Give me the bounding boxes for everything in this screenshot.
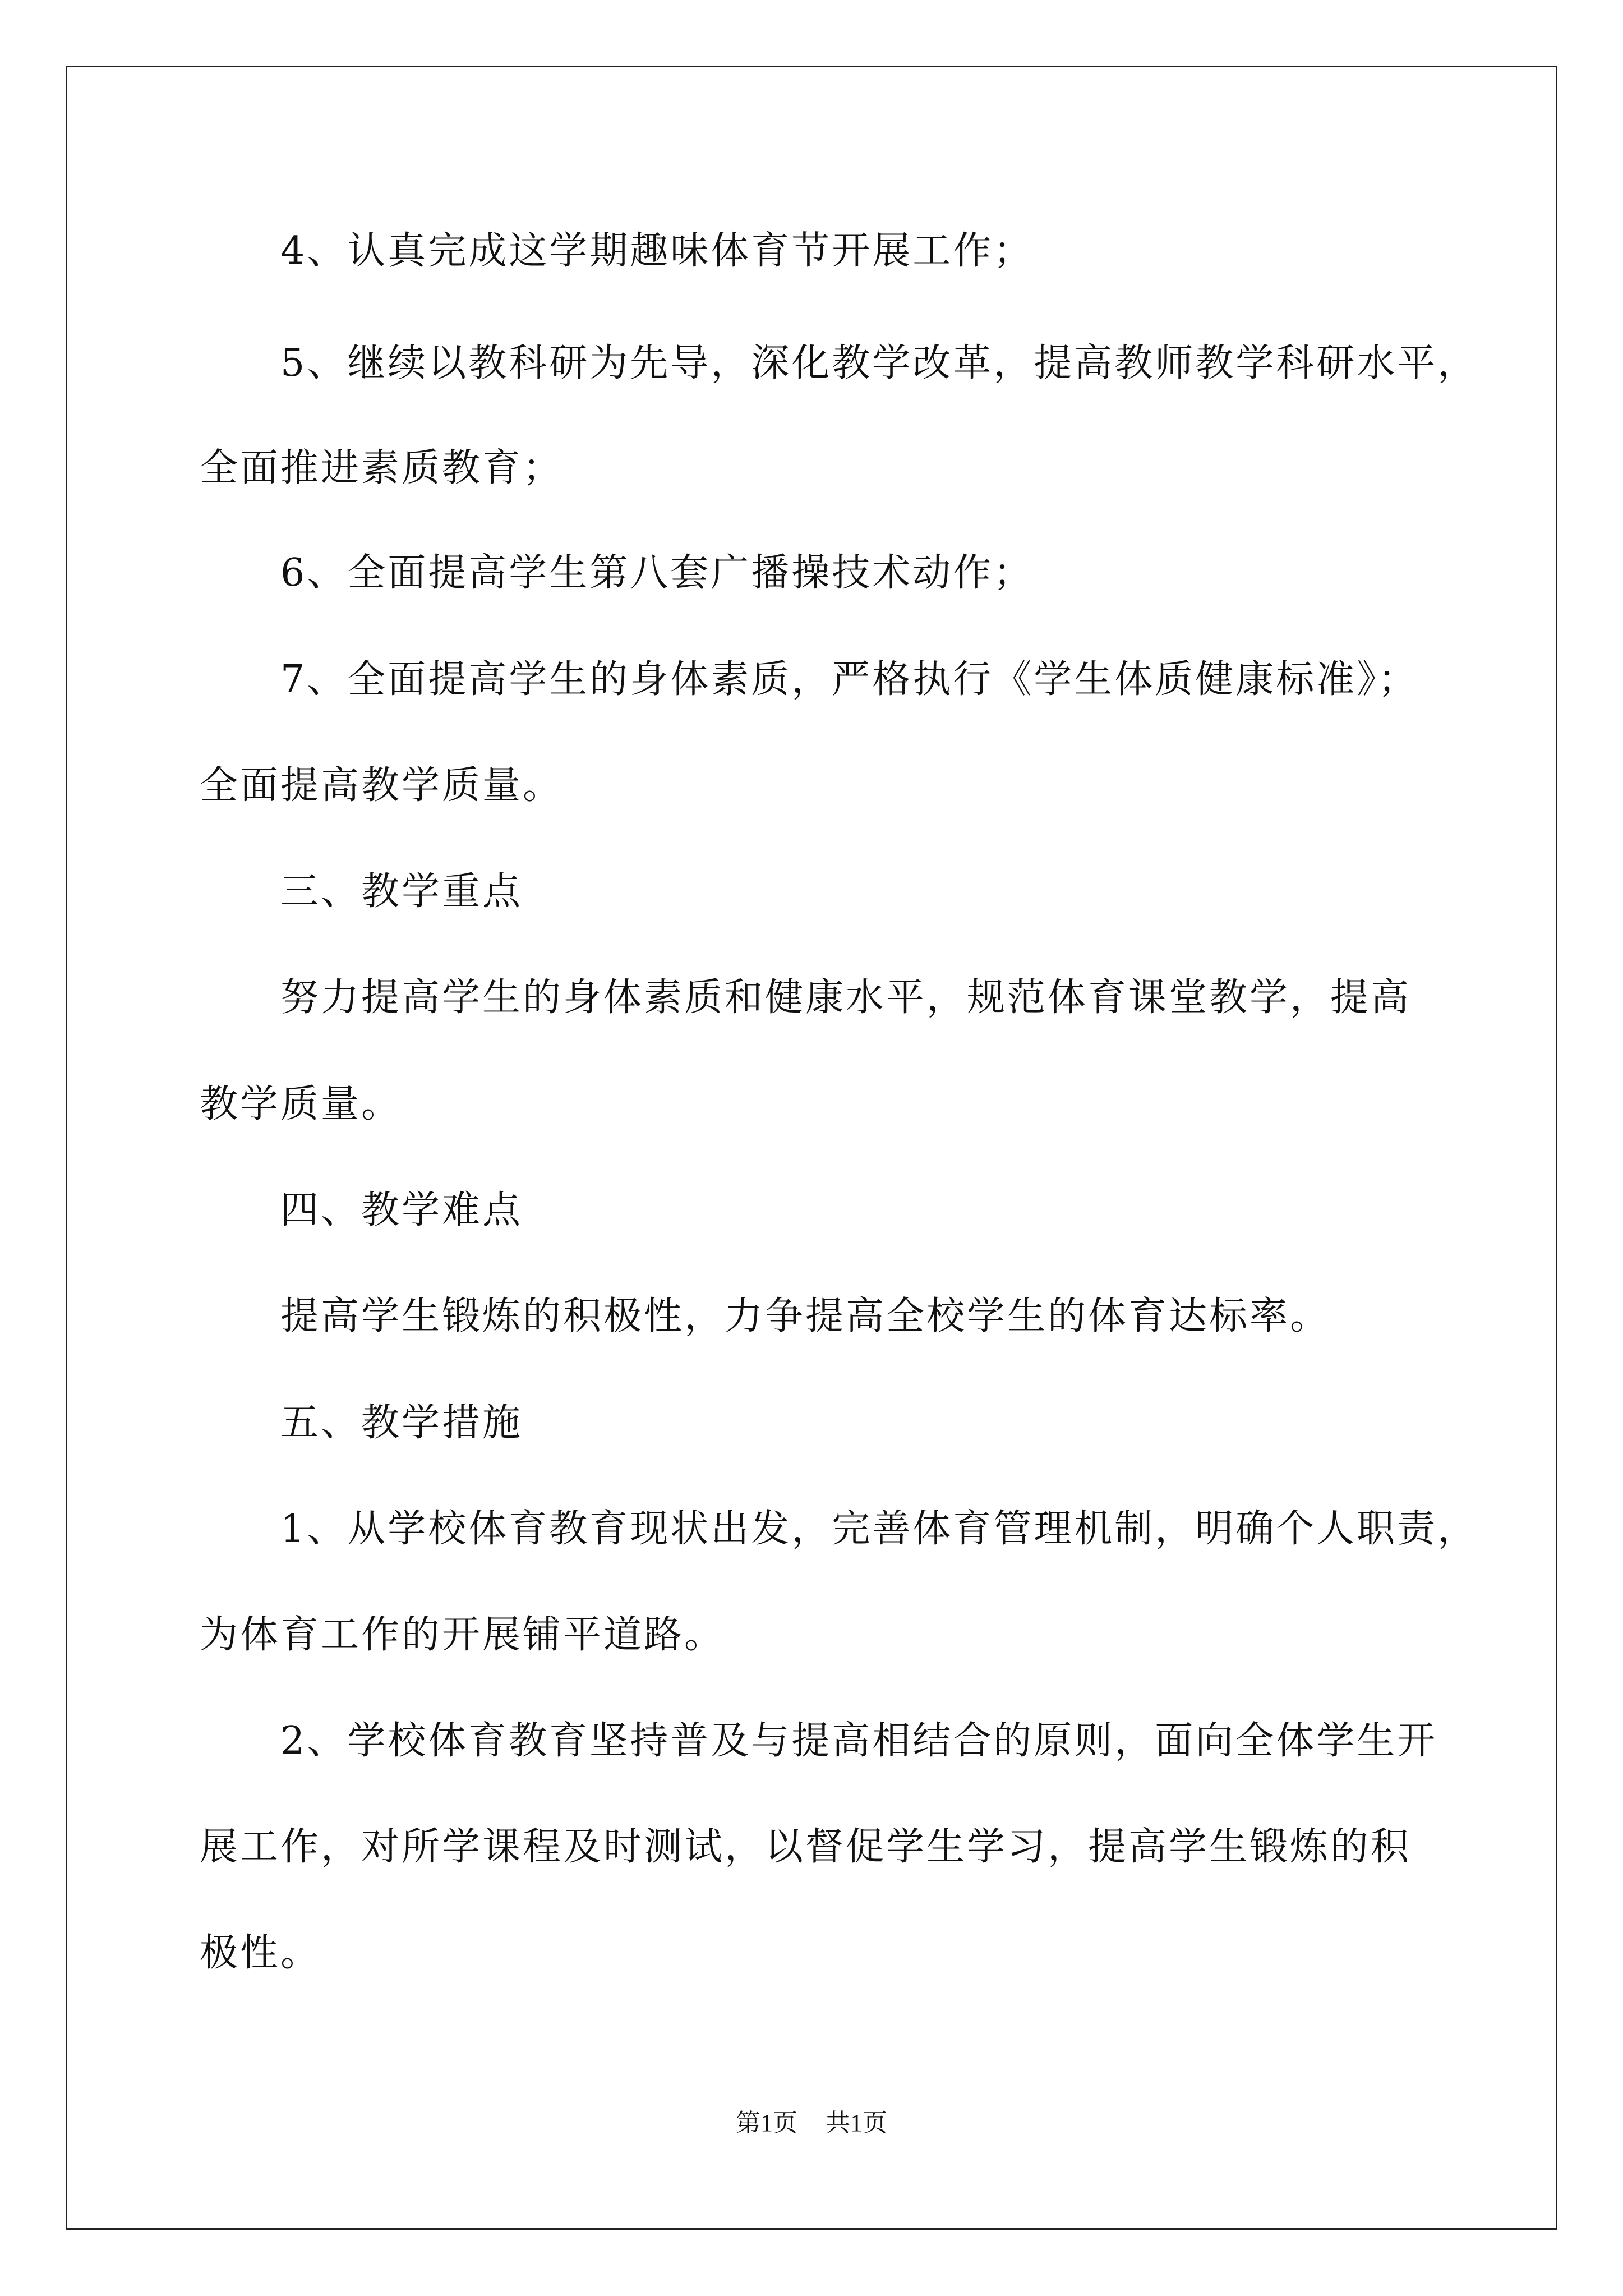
measure-item-1-cont: 为体育工作的开展铺平道路。 xyxy=(200,1613,725,1657)
section-heading-3: 三、教学重点 xyxy=(280,869,523,914)
list-item-5: 5、继续以教科研为先导，深化教学改革，提高教师教学科研水平， xyxy=(280,341,1478,385)
list-item-7: 7、全面提高学生的身体素质，严格执行《学生体质健康标准》； xyxy=(280,657,1419,702)
paragraph-key-points: 努力提高学生的身体素质和健康水平，规范体育课堂教学，提高 xyxy=(280,976,1412,1020)
page-border xyxy=(66,66,1557,2230)
list-item-4: 4、认真完成这学期趣味体育节开展工作； xyxy=(280,229,1034,273)
section-heading-5: 五、教学措施 xyxy=(280,1401,523,1445)
section-heading-4: 四、教学难点 xyxy=(280,1188,523,1232)
paragraph-key-points-cont: 教学质量。 xyxy=(200,1082,402,1126)
page-total: 共1页 xyxy=(826,2109,887,2137)
measure-item-1: 1、从学校体育教育现状出发，完善体育管理机制，明确个人职责， xyxy=(280,1507,1478,1551)
list-item-6: 6、全面提高学生第八套广播操技术动作； xyxy=(280,551,1034,595)
list-item-7-cont: 全面提高教学质量。 xyxy=(200,763,564,808)
paragraph-difficulties: 提高学生锻炼的积极性，力争提高全校学生的体育达标率。 xyxy=(280,1294,1331,1338)
measure-item-2-cont-2: 极性。 xyxy=(200,1931,321,1975)
list-item-5-cont: 全面推进素质教育； xyxy=(200,446,564,490)
page-footer xyxy=(0,2106,1623,2140)
page-number: 第1页 xyxy=(736,2109,797,2137)
measure-item-2-cont: 展工作，对所学课程及时测试，以督促学生学习，提高学生锻炼的积 xyxy=(200,1825,1412,1869)
measure-item-2: 2、学校体育教育坚持普及与提高相结合的原则，面向全体学生开 xyxy=(280,1719,1438,1763)
